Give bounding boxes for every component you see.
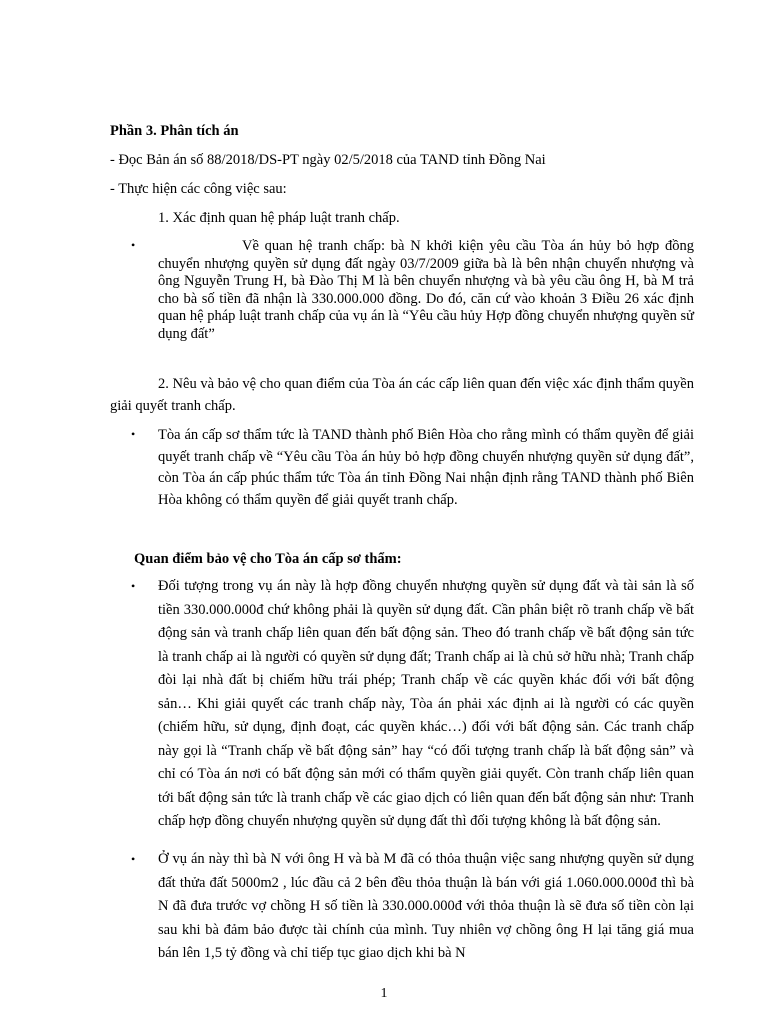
- task2-heading: 2. Nêu và bảo vệ cho quan điểm của Tòa án các cấp liên quan đến việc xác định thẩm quyền giải quyết tranh chấp.: [110, 376, 694, 414]
- task1-heading: 1. Xác định quan hệ pháp luật tranh chấp.: [158, 210, 400, 226]
- bullet-icon: •: [131, 852, 136, 866]
- section-title: Phần 3. Phân tích án: [110, 123, 239, 139]
- task1-bullet-text: [158, 238, 694, 344]
- task2-bullet-text: Tòa án cấp sơ thẩm tức là TAND thành phố Biên Hòa cho rằng mình có thẩm quyền để giải quyết tranh chấp về “Yêu cầu Tòa án hủy bỏ hợp đồng chuyển nhượng quyền sử dụng đất”, còn Tòa án cấp phúc thẩm tức Tòa án tỉnh Đồng Nai nhận định rằng TAND thành phố Biên Hòa không có thẩm quyền để giải quyết tranh chấp.: [158, 427, 694, 508]
- defense-bullet-2: Ở vụ án này thì bà N với ông H và bà M đã có thỏa thuận việc sang nhượng quyền sử dụng đất thửa đất 5000m2 , lúc đầu cả 2 bên đều thỏa thuận là bán với giá 1.060.000.000đ thì bà N đã đưa trước vợ chồng H số tiền là 330.000.000đ với thỏa thuận là sẽ đưa số tiền còn lại sau khi bà đảm bảo được tài chính của mình. Tuy nhiên vợ chồng ông H lại tăng giá mua bán lên 1,5 tỷ đồng và chỉ tiếp tục giao dịch khi bà N: [158, 851, 694, 961]
- defense-bullet-1: Đối tượng trong vụ án này là hợp đồng chuyển nhượng quyền sử dụng đất và tài sản là số tiền 330.000.000đ chứ không phải là quyền sử dụng đất. Cần phân biệt rõ tranh chấp về bất động sản và tranh chấp liên quan đến bất động sản. Theo đó tranh chấp về bất động sản tức là tranh chấp ai là người có quyền sử dụng đất; Tranh chấp ai là chủ sở hữu nhà; Tranh chấp đòi lại nhà đất bị chiếm hữu trái phép; Tranh chấp về các quyền khác đối với bất động sản… Khi giải quyết các tranh chấp này, Tòa án phải xác định ai là người có các quyền (chiếm hữu, sử dụng, định đoạt, các quyền khác…) đối với bất động sản. Các tranh chấp này gọi là “Tranh chấp về bất động sản” hay “có đối tượng tranh chấp là bất động sản” và chỉ có Tòa án nơi có bất động sản mới có thẩm quyền giải quyết. Còn tranh chấp liên quan tới bất động sản tức là tranh chấp về các giao dịch có liên quan đến bất động sản như: Tranh chấp hợp đồng chuyển nhượng quyền sử dụng đất thì đối tượng không là bất động sản.: [158, 578, 694, 829]
- task1-bullet-content: Về quan hệ tranh chấp: bà N khởi kiện yêu cầu Tòa án hủy bỏ hợp đồng chuyển nhượng quyền sử dụng đất ngày 03/7/2009 giữa bà là bên nhận chuyển nhượng và ông Nguyễn Trung H, bà Đào Thị M là bên chuyển nhượng và bà yêu cầu ông H, bà M trả cho bà số tiền đã nhận là 330.000.000 đồng. Do đó, căn cứ vào khoản 3 Điều 26 xác định quan hệ pháp luật tranh chấp của vụ án là “Yêu cầu hủy Hợp đồng chuyển nhượng quyền sử dụng đất”: [158, 238, 694, 342]
- bullet-icon: •: [131, 427, 136, 441]
- page-number: 1: [380, 986, 388, 1001]
- defense-heading: Quan điểm bảo vệ cho Tòa án cấp sơ thẩm:: [134, 551, 402, 567]
- bullet-icon: •: [131, 238, 136, 252]
- bullet-icon: •: [131, 579, 136, 593]
- intro-line-1: - Đọc Bản án số 88/2018/DS-PT ngày 02/5/2018 của TAND tỉnh Đồng Nai: [110, 152, 546, 168]
- intro-line-2: - Thực hiện các công việc sau:: [110, 181, 287, 197]
